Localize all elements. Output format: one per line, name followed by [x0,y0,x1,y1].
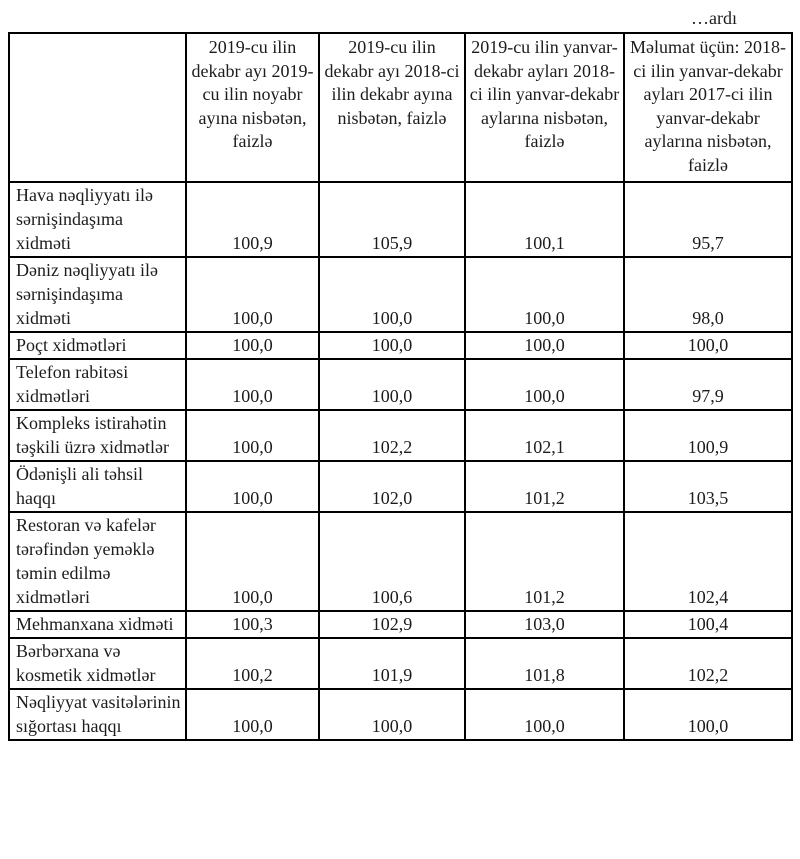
value-cell: 101,2 [465,461,624,512]
table-row [9,638,792,689]
header-col-dec2019-vs-dec2018: 2019-cu ilin dekabr ayı 2018-ci ilin dekabr ayına nisbətən, faizlə [319,33,465,182]
row-label: Telefon rabitəsi xidmətləri [9,359,186,410]
value-cell: 101,9 [319,638,465,689]
value-cell: 100,3 [186,611,319,638]
value-cell: 100,0 [186,359,319,410]
value-cell: 100,0 [465,689,624,740]
row-label: Mehmanxana xidməti [9,611,186,638]
value-cell: 102,2 [624,638,792,689]
value-cell: 100,0 [465,257,624,332]
value-cell: 100,0 [186,332,319,359]
table-row [9,257,792,332]
value-cell: 100,0 [186,512,319,611]
row-label: Dəniz nəqliyyatı ilə sərnişindaşıma xidməti [9,257,186,332]
row-label: Hava nəqliyyatı ilə sərnişindaşıma xidməti [9,182,186,257]
row-label: Poçt xidmətləri [9,332,186,359]
table-row [9,359,792,410]
value-cell: 100,2 [186,638,319,689]
value-cell: 100,9 [186,182,319,257]
value-cell: 102,0 [319,461,465,512]
table-header-row [9,33,792,182]
value-cell: 103,5 [624,461,792,512]
value-cell: 100,0 [465,359,624,410]
value-cell: 102,1 [465,410,624,461]
header-col-dec2019-vs-nov2019: 2019-cu ilin dekabr ayı 2019-cu ilin noyabr ayına nisbətən, faizlə [186,33,319,182]
value-cell: 100,0 [186,689,319,740]
header-col-jan-dec2018-vs-2017: Məlumat üçün: 2018-ci ilin yanvar-dekabr ayları 2017-ci ilin yanvar-dekabr aylarına nisbətən, faizlə [624,33,792,182]
value-cell: 101,2 [465,512,624,611]
table-row [9,461,792,512]
row-label: Restoran və kafelər tərəfindən yeməklə təmin edilmə xidmətləri [9,512,186,611]
value-cell: 95,7 [624,182,792,257]
table-row [9,512,792,611]
table-row [9,332,792,359]
table-row [9,410,792,461]
row-label: Bərbərxana və kosmetik xidmətlər [9,638,186,689]
value-cell: 100,4 [624,611,792,638]
table-row [9,689,792,740]
value-cell: 100,0 [186,257,319,332]
value-cell: 100,0 [186,461,319,512]
value-cell: 100,0 [319,257,465,332]
table-row [9,182,792,257]
value-cell: 100,0 [186,410,319,461]
value-cell: 105,9 [319,182,465,257]
value-cell: 100,0 [624,332,792,359]
value-cell: 100,0 [319,332,465,359]
value-cell: 100,0 [319,359,465,410]
value-cell: 102,4 [624,512,792,611]
value-cell: 97,9 [624,359,792,410]
row-label: Ödənişli ali təhsil haqqı [9,461,186,512]
row-label: Kompleks istirahətin təşkili üzrə xidmətlər [9,410,186,461]
value-cell: 102,9 [319,611,465,638]
value-cell: 102,2 [319,410,465,461]
value-cell: 98,0 [624,257,792,332]
value-cell: 100,0 [624,689,792,740]
table-row [9,611,792,638]
value-cell: 101,8 [465,638,624,689]
value-cell: 103,0 [465,611,624,638]
value-cell: 100,9 [624,410,792,461]
header-empty-cell [9,33,186,182]
price-index-table [8,32,793,741]
value-cell: 100,0 [465,332,624,359]
continuation-note: …ardı [691,8,737,28]
value-cell: 100,6 [319,512,465,611]
value-cell: 100,1 [465,182,624,257]
value-cell: 100,0 [319,689,465,740]
row-label: Nəqliyyat vasitələrinin sığortası haqqı [9,689,186,740]
header-col-jan-dec2019-vs-2018: 2019-cu ilin yanvar-dekabr ayları 2018-ci ilin yanvar-dekabr aylarına nisbətən, faizlə [465,33,624,182]
